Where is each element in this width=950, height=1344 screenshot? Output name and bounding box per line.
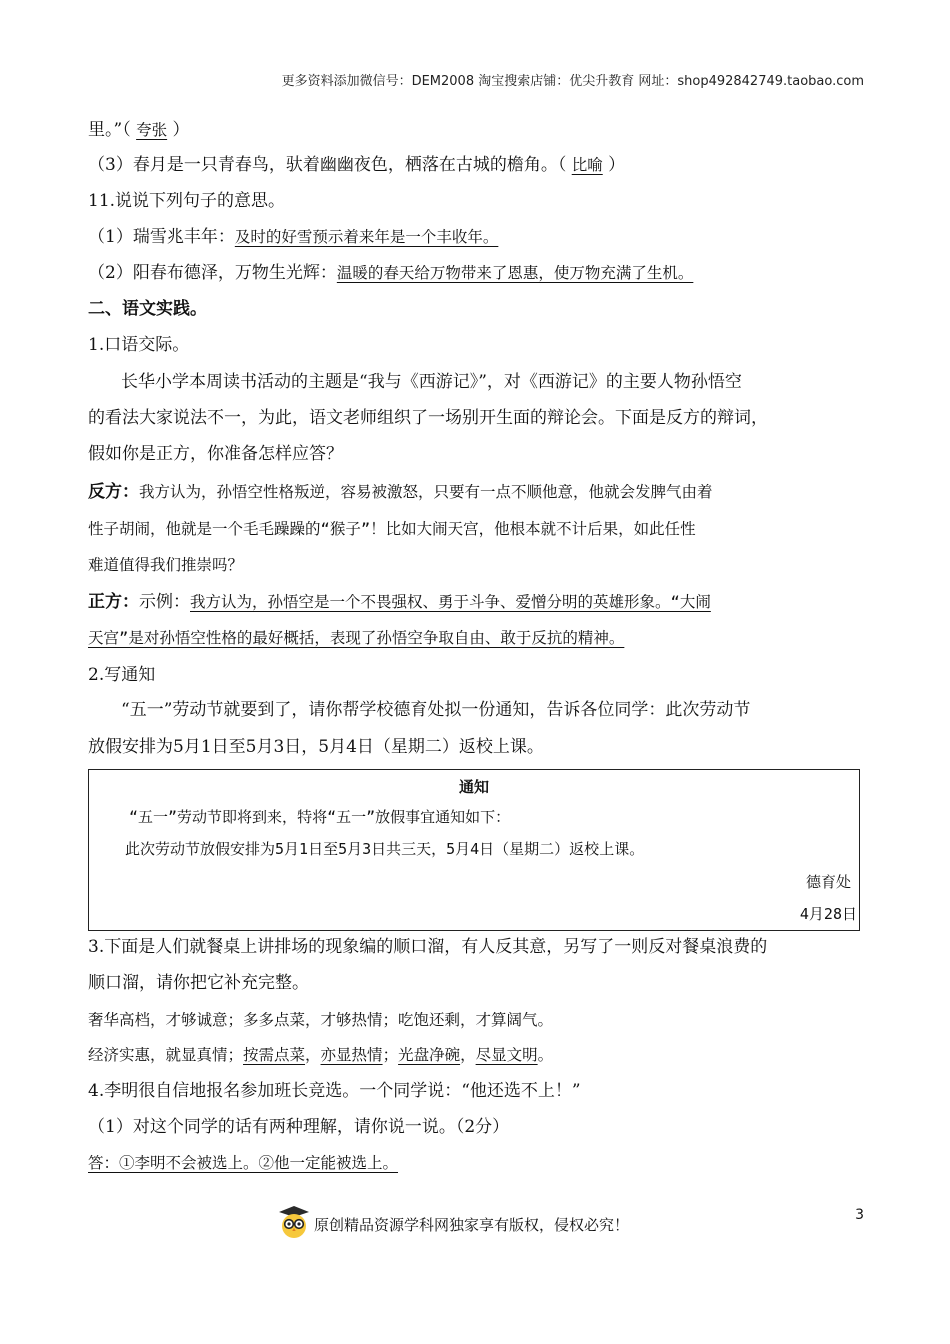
notice-signature: 德育处 (805, 873, 851, 891)
answer-11-2: 温暖的春天给万物带来了恩惠，使万物充满了生机。 (336, 264, 694, 282)
question-11-1: （1）瑞雪兆丰年：及时的好雪预示着来年是一个丰收年。 (88, 227, 499, 247)
affirmative-answer: 正方：示例：我方认为，孙悟空是一个不畏强权、勇于斗争、爱憎分明的英雄形象。“大闹 (88, 592, 711, 612)
opposing-argument-line: 性子胡闹，他就是一个毛毛躁躁的“猴子”！比如大闹天宫，他根本就不计后果，如此任性 (88, 520, 696, 538)
notice-line: “五一”劳动节即将到来，特将“五一”放假事宜通知如下： (129, 808, 511, 826)
part-2-paragraph-line: 放假安排为5月1日至5月3日，5月4日（星期二）返校上课。 (88, 737, 544, 757)
notice-date: 4月28日 (799, 905, 857, 923)
answer-metaphor: 比喻 (571, 156, 603, 174)
part-3-prompt-line: 顺口溜，请你把它补充完整。 (88, 973, 309, 993)
line-exaggeration: 里。”（ 夸张 ） (88, 120, 190, 140)
part-4-prompt: 4.李明很自信地报名参加班长竞选。一个同学说：“他还选不上！” (88, 1081, 581, 1101)
footer (278, 1205, 629, 1244)
opposing-label: 反方： (88, 482, 139, 502)
page-number: 3 (855, 1207, 864, 1223)
notice-title: 通知 (458, 778, 489, 796)
notice-line: 此次劳动节放假安排为5月1日至5月3日共三天，5月4日（星期二）返校上课。 (125, 840, 645, 858)
answer-11-1: 及时的好雪预示着来年是一个丰收年。 (234, 228, 499, 246)
part-1-paragraph-line: 长华小学本周读书活动的主题是“我与《西游记》”，对《西游记》的主要人物孙悟空 (121, 372, 742, 392)
part-4-answer: 答：①李明不会被选上。②他一定能被选上。 (88, 1154, 399, 1172)
affirmative-label: 正方： (88, 592, 139, 612)
header-watermark-text: 更多资料添加微信号：DEM2008 淘宝搜索店铺：优尖升教育 网址：shop492842749.taobao.com (281, 74, 864, 89)
part-4-question-1: （1）对这个同学的话有两种理解，请你说一说。（2分） (88, 1117, 510, 1137)
section-2-title: 二、语文实践。 (88, 299, 207, 319)
opposing-argument: 反方：我方认为，孙悟空性格叛逆，容易被激怒，只要有一点不顺他意，他就会发脾气由着 (88, 482, 713, 502)
question-11: 11.说说下列句子的意思。 (88, 191, 286, 211)
owl-logo-icon (278, 1205, 310, 1244)
part-3-answer-rhyme: 经济实惠，就显真情；按需点菜，亦显热情；光盘净碗，尽显文明。 (88, 1046, 554, 1064)
part-3-prompt-line: 3.下面是人们就餐桌上讲排场的现象编的顺口溜，有人反其意，另写了一则反对餐桌浪费的 (88, 937, 768, 957)
line-metaphor: （3）春月是一只青春鸟，驮着幽幽夜色，栖落在古城的檐角。（ 比喻 ） (88, 155, 626, 175)
footer-copyright-text: 原创精品资源学科网独家享有版权，侵权必究！ (314, 1216, 630, 1234)
notice-box (88, 769, 860, 931)
part-1-title: 1.口语交际。 (88, 335, 190, 355)
opposing-argument-line: 难道值得我们推崇吗？ (88, 556, 244, 574)
part-2-title: 2.写通知 (88, 665, 156, 685)
affirmative-answer-line: 天宫”是对孙悟空性格的最好概括，表现了孙悟空争取自由、敢于反抗的精神。 (88, 629, 625, 647)
part-3-original-rhyme: 奢华高档，才够诚意；多多点菜，才够热情；吃饱还剩，才算阔气。 (88, 1011, 554, 1029)
answer-exaggeration: 夸张 (136, 121, 168, 139)
part-2-paragraph-line: “五一”劳动节就要到了，请你帮学校德育处拟一份通知，告诉各位同学：此次劳动节 (121, 700, 751, 720)
question-11-2: （2）阳春布德泽，万物生光辉：温暖的春天给万物带来了恩惠，使万物充满了生机。 (88, 263, 694, 283)
part-1-paragraph-line: 的看法大家说法不一，为此，语文老师组织了一场别开生面的辩论会。下面是反方的辩词， (88, 408, 768, 428)
part-1-paragraph-line: 假如你是正方，你准备怎样应答？ (88, 444, 343, 464)
